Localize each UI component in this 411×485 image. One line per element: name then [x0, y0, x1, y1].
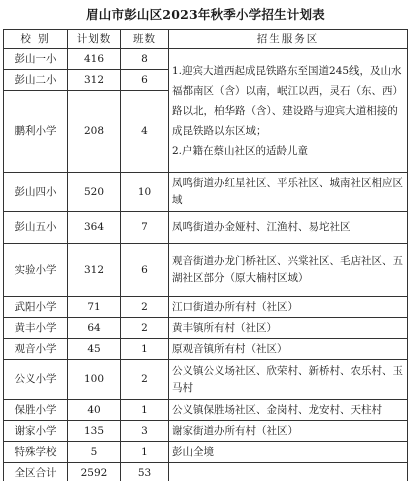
plan-count: 40 [68, 400, 121, 421]
header-plan: 计划数 [68, 30, 121, 49]
table-row [4, 212, 408, 244]
school-name: 特殊学校 [4, 442, 68, 463]
school-name: 保胜小学 [4, 400, 68, 421]
table-row [4, 360, 408, 400]
total-label: 全区合计 [4, 463, 68, 484]
class-count: 8 [121, 49, 169, 70]
table-header-row [4, 30, 408, 49]
service-area: 原观音镇所有村（社区） [169, 339, 408, 360]
school-name: 公义小学 [4, 360, 68, 400]
service-area: 公义镇保胜场社区、金岗村、龙安村、天柱村 [169, 400, 408, 421]
school-name: 彭山四小 [4, 173, 68, 212]
service-area: 黄丰镇所有村（社区） [169, 318, 408, 339]
service-area-line-2: 2.户籍在蔡山社区的适龄儿童 [172, 144, 309, 157]
school-name: 观音小学 [4, 339, 68, 360]
service-area: 观音街道办龙门桥社区、兴棠社区、毛店社区、五湖社区部分（原大楠村区域） [169, 244, 408, 297]
class-count: 6 [121, 244, 169, 297]
table-row [4, 49, 408, 70]
service-area-line-1: 1.迎宾大道西起成昆铁路东至国道245线，及山水福都南区（含）以南，岷江以西，灵石（东、西）路以北，柏华路（含）、建设路与迎宾大道相接的成昆铁路以东区域； [172, 64, 403, 137]
table-row [4, 173, 408, 212]
school-name: 鹏利小学 [4, 91, 68, 173]
school-name: 彭山一小 [4, 49, 68, 70]
table-row [4, 297, 408, 318]
table-row [4, 318, 408, 339]
class-count: 2 [121, 318, 169, 339]
service-area: 公义镇公义场社区、欣荣村、新桥村、农乐村、玉马村 [169, 360, 408, 400]
class-count: 3 [121, 421, 169, 442]
service-area: 凤鸣街道办红星社区、平乐社区、城南社区相应区域 [169, 173, 408, 212]
school-name: 武阳小学 [4, 297, 68, 318]
plan-count: 364 [68, 212, 121, 244]
header-school: 校 别 [4, 30, 68, 49]
enrollment-table [3, 29, 408, 484]
table-row [4, 244, 408, 297]
school-name: 彭山五小 [4, 212, 68, 244]
service-area: 彭山全境 [169, 442, 408, 463]
table-row [4, 442, 408, 463]
school-name: 彭山二小 [4, 70, 68, 91]
plan-count: 45 [68, 339, 121, 360]
table-row [4, 339, 408, 360]
plan-count: 416 [68, 49, 121, 70]
header-area: 招生服务区 [169, 30, 408, 49]
class-count: 6 [121, 70, 169, 91]
page-title: 眉山市彭山区2023年秋季小学招生计划表 [86, 7, 325, 22]
class-count: 1 [121, 339, 169, 360]
table-row [4, 400, 408, 421]
class-count: 4 [121, 91, 169, 173]
service-area: 谢家街道办所有村（社区） [169, 421, 408, 442]
plan-count: 5 [68, 442, 121, 463]
plan-count: 312 [68, 70, 121, 91]
plan-count: 100 [68, 360, 121, 400]
school-name: 实验小学 [4, 244, 68, 297]
class-count: 1 [121, 400, 169, 421]
service-area: 江口街道办所有村（社区） [169, 297, 408, 318]
plan-count: 64 [68, 318, 121, 339]
plan-count: 312 [68, 244, 121, 297]
class-count: 10 [121, 173, 169, 212]
service-area: 凤鸣街道办金娅村、江渔村、易坨社区 [169, 212, 408, 244]
class-count: 2 [121, 297, 169, 318]
table-row [4, 421, 408, 442]
total-plan-count: 2592 [68, 463, 121, 484]
header-classes: 班数 [121, 30, 169, 49]
school-name: 黄丰小学 [4, 318, 68, 339]
plan-count: 208 [68, 91, 121, 173]
plan-count: 71 [68, 297, 121, 318]
class-count: 1 [121, 442, 169, 463]
total-class-count: 53 [121, 463, 169, 484]
service-area-shared [169, 49, 408, 173]
class-count: 2 [121, 360, 169, 400]
plan-count: 135 [68, 421, 121, 442]
page-bottom-edge [0, 481, 411, 485]
class-count: 7 [121, 212, 169, 244]
plan-count: 520 [68, 173, 121, 212]
school-name: 谢家小学 [4, 421, 68, 442]
